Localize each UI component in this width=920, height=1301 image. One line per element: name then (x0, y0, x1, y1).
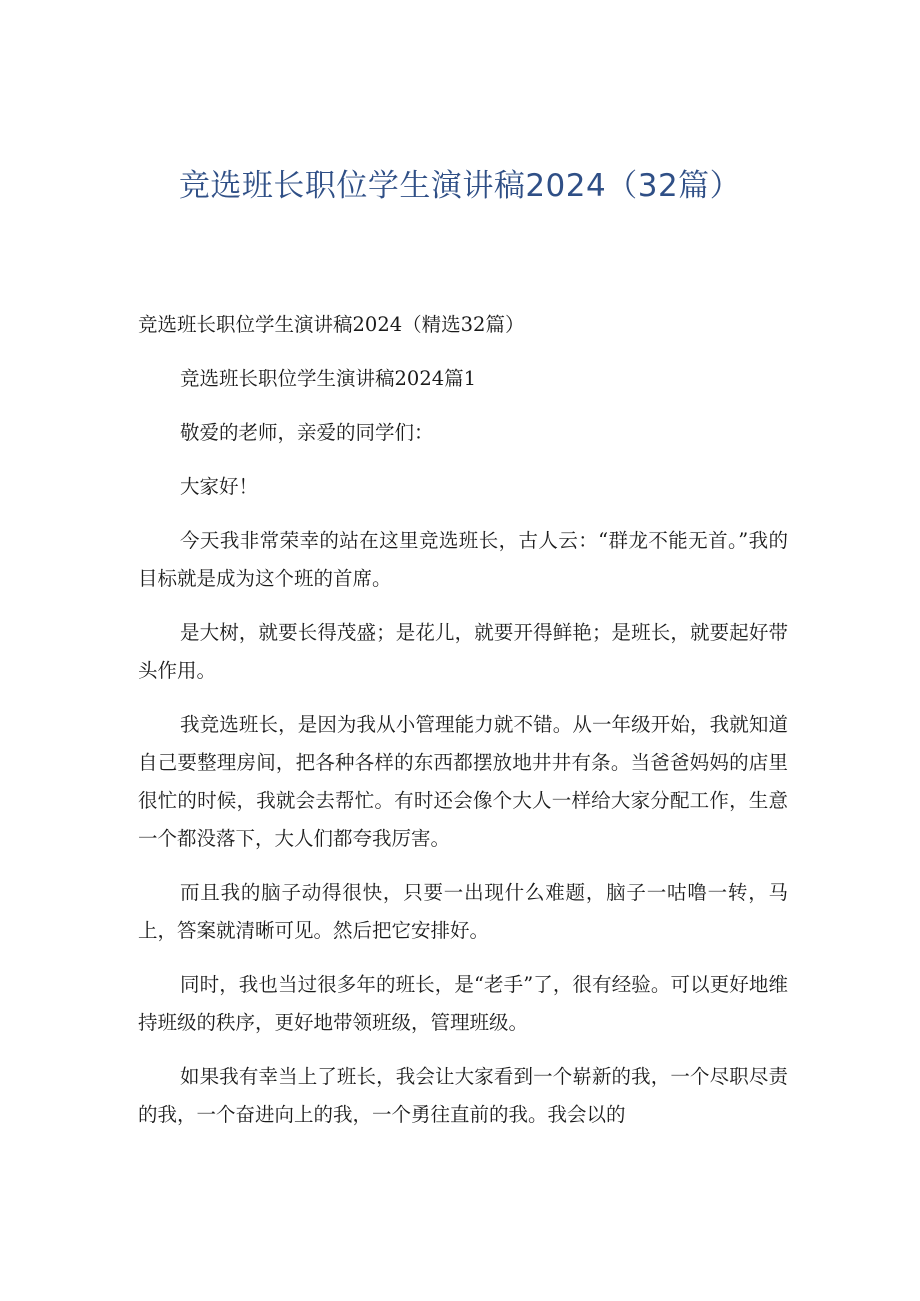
paragraph: 我竞选班长，是因为我从小管理能力就不错。从一年级开始，我就知道自己要整理房间，把各种各样的东西都摆放地井井有条。当爸爸妈妈的店里很忙的时候，我就会去帮忙。有时还会像个大人一样给大家分配工作，生意一个都没落下，大人们都夸我厉害。 (138, 713, 788, 850)
paragraph-section-heading: 竞选班长职位学生演讲稿2024篇1 (180, 367, 477, 390)
paragraph: 而且我的脑子动得很快，只要一出现什么难题，脑子一咕噜一转，马上，答案就清晰可见。然后把它安排好。 (138, 881, 788, 942)
paragraph: 今天我非常荣幸的站在这里竞选班长，古人云：“群龙不能无首。”我的目标就是成为这个班的首席。 (138, 529, 788, 590)
document-title: 竞选班长职位学生演讲稿2024（32篇） (178, 168, 742, 204)
paragraph-salutation: 敬爱的老师，亲爱的同学们： (180, 421, 434, 444)
paragraph-subtitle: 竞选班长职位学生演讲稿2024（精选32篇） (138, 313, 525, 336)
paragraph: 是大树，就要长得茂盛；是花儿，就要开得鲜艳；是班长，就要起好带头作用。 (138, 621, 788, 682)
document-body (138, 306, 788, 1134)
paragraph: 同时，我也当过很多年的班长，是“老手”了，很有经验。可以更好地维持班级的秩序，更好地带领班级，管理班级。 (138, 973, 788, 1034)
paragraph-greeting: 大家好！ (180, 475, 259, 498)
paragraph: 如果我有幸当上了班长，我会让大家看到一个崭新的我，一个尽职尽责的我，一个奋进向上的我，一个勇往直前的我。我会以的 (138, 1065, 788, 1126)
